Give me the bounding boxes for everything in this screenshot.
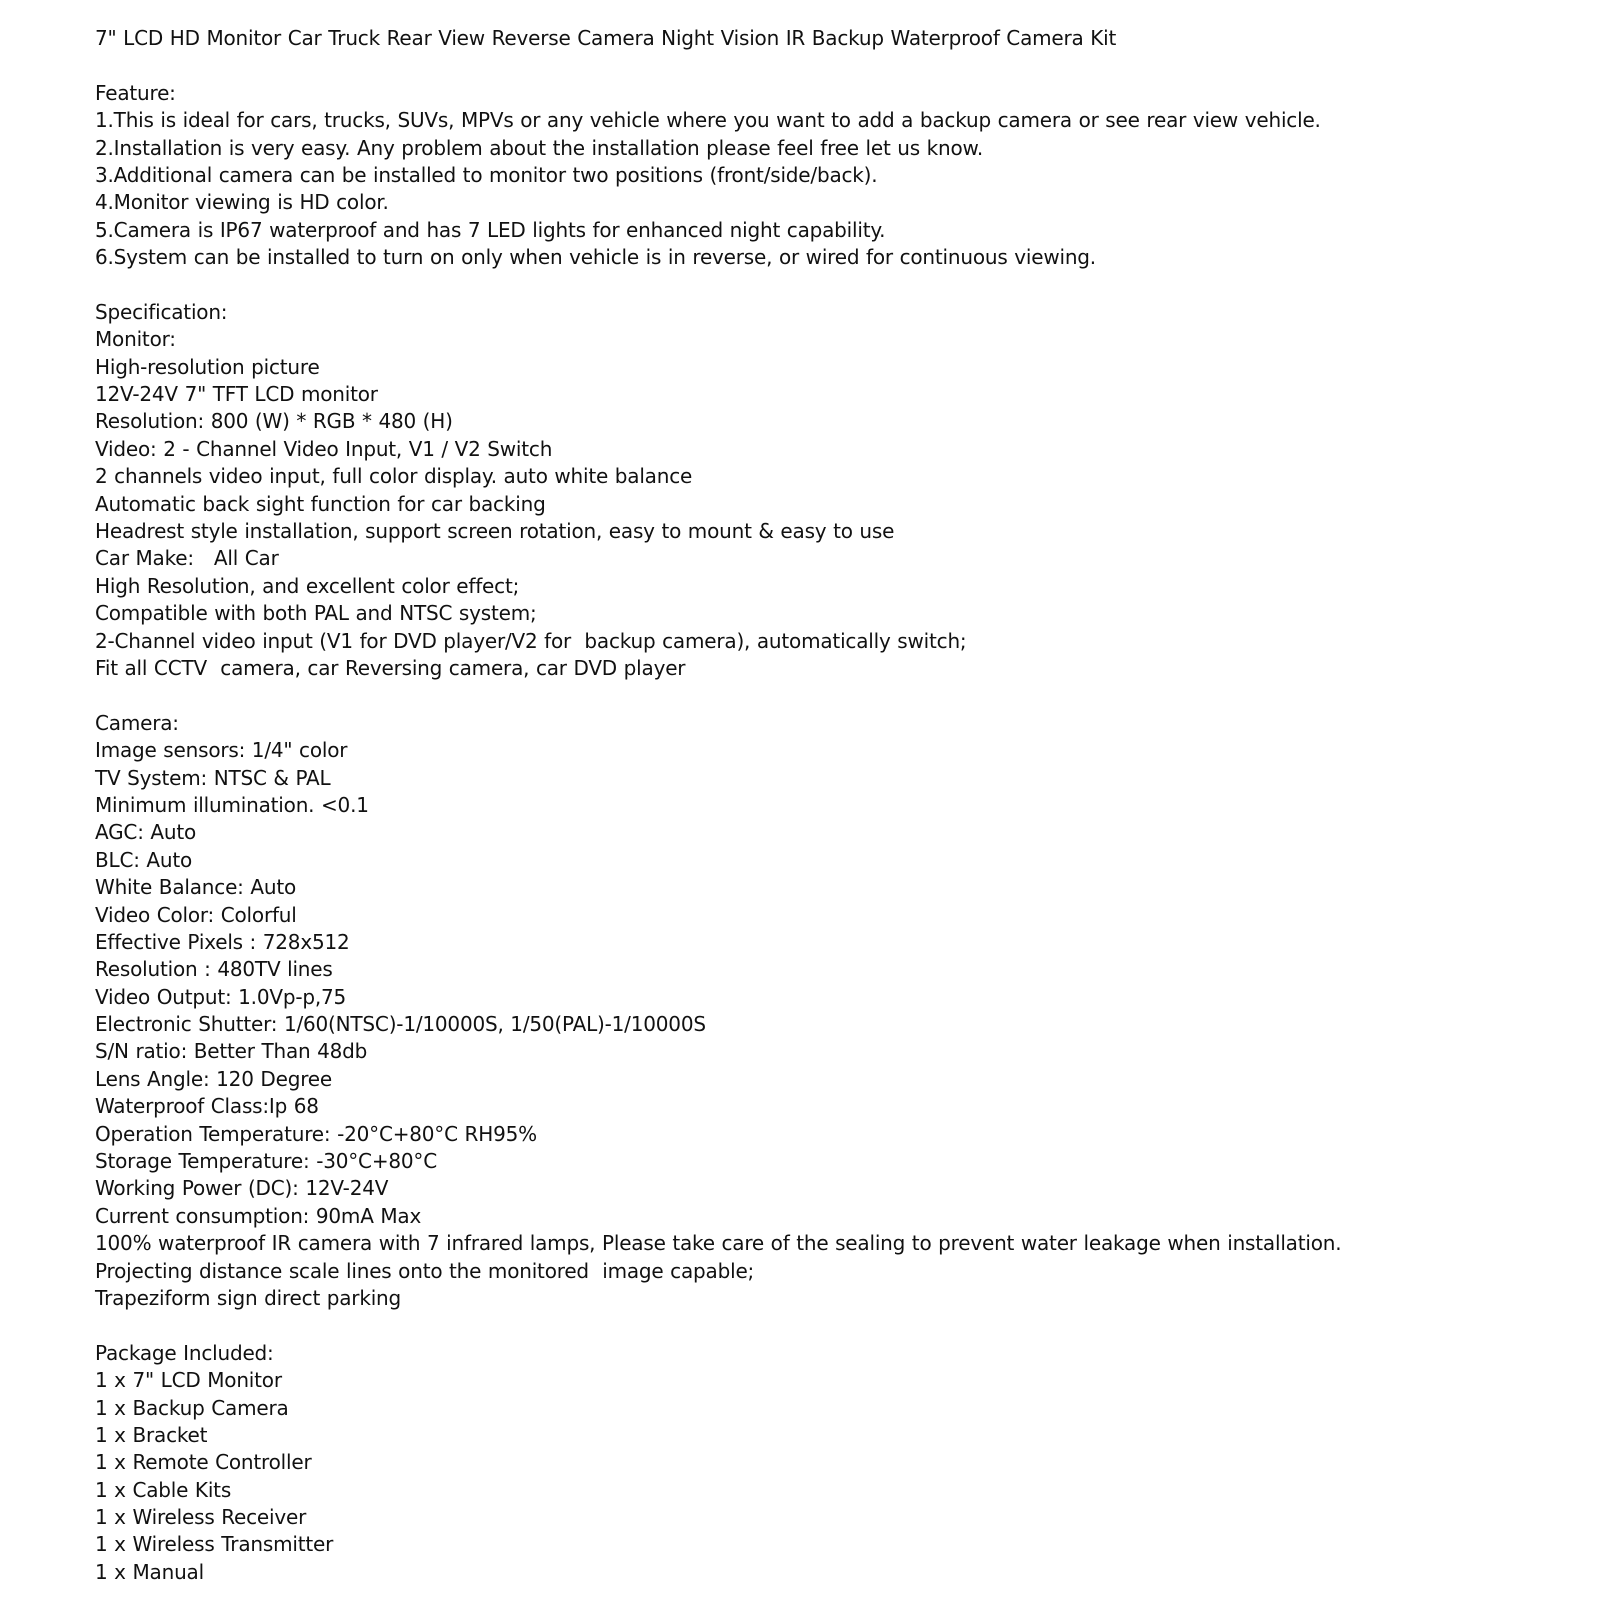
camera-spec-item: Working Power (DC): 12V-24V <box>95 1176 389 1201</box>
monitor-spec-item: 12V-24V 7" TFT LCD monitor <box>95 382 378 407</box>
feature-item: 5.Camera is IP67 waterproof and has 7 LED lights for enhanced night capability. <box>95 217 886 242</box>
package-item: 1 x Cable Kits <box>95 1477 232 1502</box>
camera-spec-item: Storage Temperature: -30°C+80°C <box>95 1149 437 1174</box>
monitor-spec-item: Automatic back sight function for car backing <box>95 491 546 516</box>
package-item: 1 x Wireless Receiver <box>95 1505 307 1530</box>
camera-spec-item: Image sensors: 1/4" color <box>95 738 348 763</box>
camera-spec-item: AGC: Auto <box>95 820 197 845</box>
camera-spec-item: TV System: NTSC & PAL <box>95 765 331 790</box>
package-heading: Package Included: <box>95 1340 274 1365</box>
camera-spec-item: Video Color: Colorful <box>95 902 297 927</box>
monitor-spec-item: High Resolution, and excellent color effect; <box>95 573 520 598</box>
spacer <box>95 52 1555 79</box>
page-title: 7" LCD HD Monitor Car Truck Rear View Reverse Camera Night Vision IR Backup Waterproof Camera Kit <box>95 26 1117 50</box>
monitor-heading: Monitor: <box>95 327 176 352</box>
spacer <box>95 682 1555 709</box>
monitor-spec-item: Headrest style installation, support screen rotation, easy to mount & easy to use <box>95 519 895 544</box>
camera-spec-item: Projecting distance scale lines onto the monitored image capable; <box>95 1258 755 1283</box>
camera-spec-item: 100% waterproof IR camera with 7 infrared lamps, Please take care of the sealing to prevent water leakage when installation. <box>95 1231 1342 1256</box>
monitor-spec-item: Resolution: 800 (W) * RGB * 480 (H) <box>95 409 453 434</box>
monitor-spec-item: High-resolution picture <box>95 354 320 379</box>
package-item: 1 x Bracket <box>95 1422 208 1447</box>
camera-spec-item: Operation Temperature: -20°C+80°C RH95% <box>95 1121 537 1146</box>
camera-spec-item: Video Output: 1.0Vp-p,75 <box>95 984 347 1009</box>
feature-heading: Feature: <box>95 80 176 105</box>
camera-spec-item: White Balance: Auto <box>95 875 297 900</box>
monitor-spec-item: 2 channels video input, full color display. auto white balance <box>95 464 693 489</box>
camera-spec-item: Minimum illumination. <0.1 <box>95 792 369 817</box>
feature-item: 3.Additional camera can be installed to monitor two positions (front/side/back). <box>95 162 878 187</box>
feature-item: 2.Installation is very easy. Any problem about the installation please feel free let us know. <box>95 135 984 160</box>
feature-item: 6.System can be installed to turn on only when vehicle is in reverse, or wired for continuous viewing. <box>95 245 1096 270</box>
camera-spec-item: Electronic Shutter: 1/60(NTSC)-1/10000S, 1/50(PAL)-1/10000S <box>95 1012 706 1037</box>
camera-spec-item: S/N ratio: Better Than 48db <box>95 1039 368 1064</box>
package-item: 1 x Manual <box>95 1559 204 1584</box>
monitor-spec-item: Car Make: All Car <box>95 546 279 571</box>
monitor-spec-item: 2-Channel video input (V1 for DVD player/V2 for backup camera), automatically switch; <box>95 628 967 653</box>
camera-spec-item: Effective Pixels : 728x512 <box>95 929 350 954</box>
camera-spec-item: Trapeziform sign direct parking <box>95 1285 402 1310</box>
product-description-document <box>95 25 1555 1586</box>
monitor-spec-item: Fit all CCTV camera, car Reversing camera, car DVD player <box>95 655 686 680</box>
feature-item: 1.This is ideal for cars, trucks, SUVs, MPVs or any vehicle where you want to add a backup camera or see rear view vehicle. <box>95 108 1321 133</box>
package-item: 1 x Remote Controller <box>95 1450 312 1475</box>
camera-heading: Camera: <box>95 710 179 735</box>
package-item: 1 x Backup Camera <box>95 1395 289 1420</box>
package-item: 1 x 7" LCD Monitor <box>95 1368 282 1393</box>
camera-spec-item: Current consumption: 90mA Max <box>95 1203 422 1228</box>
camera-spec-item: BLC: Auto <box>95 847 193 872</box>
package-item: 1 x Wireless Transmitter <box>95 1532 334 1557</box>
camera-spec-item: Resolution : 480TV lines <box>95 957 333 982</box>
spacer <box>95 272 1555 299</box>
specification-heading: Specification: <box>95 299 228 324</box>
monitor-spec-item: Compatible with both PAL and NTSC system; <box>95 601 537 626</box>
monitor-spec-item: Video: 2 - Channel Video Input, V1 / V2 Switch <box>95 436 553 461</box>
camera-spec-item: Waterproof Class:Ip 68 <box>95 1094 319 1119</box>
camera-spec-item: Lens Angle: 120 Degree <box>95 1066 332 1091</box>
spacer <box>95 1312 1555 1339</box>
feature-item: 4.Monitor viewing is HD color. <box>95 190 389 215</box>
